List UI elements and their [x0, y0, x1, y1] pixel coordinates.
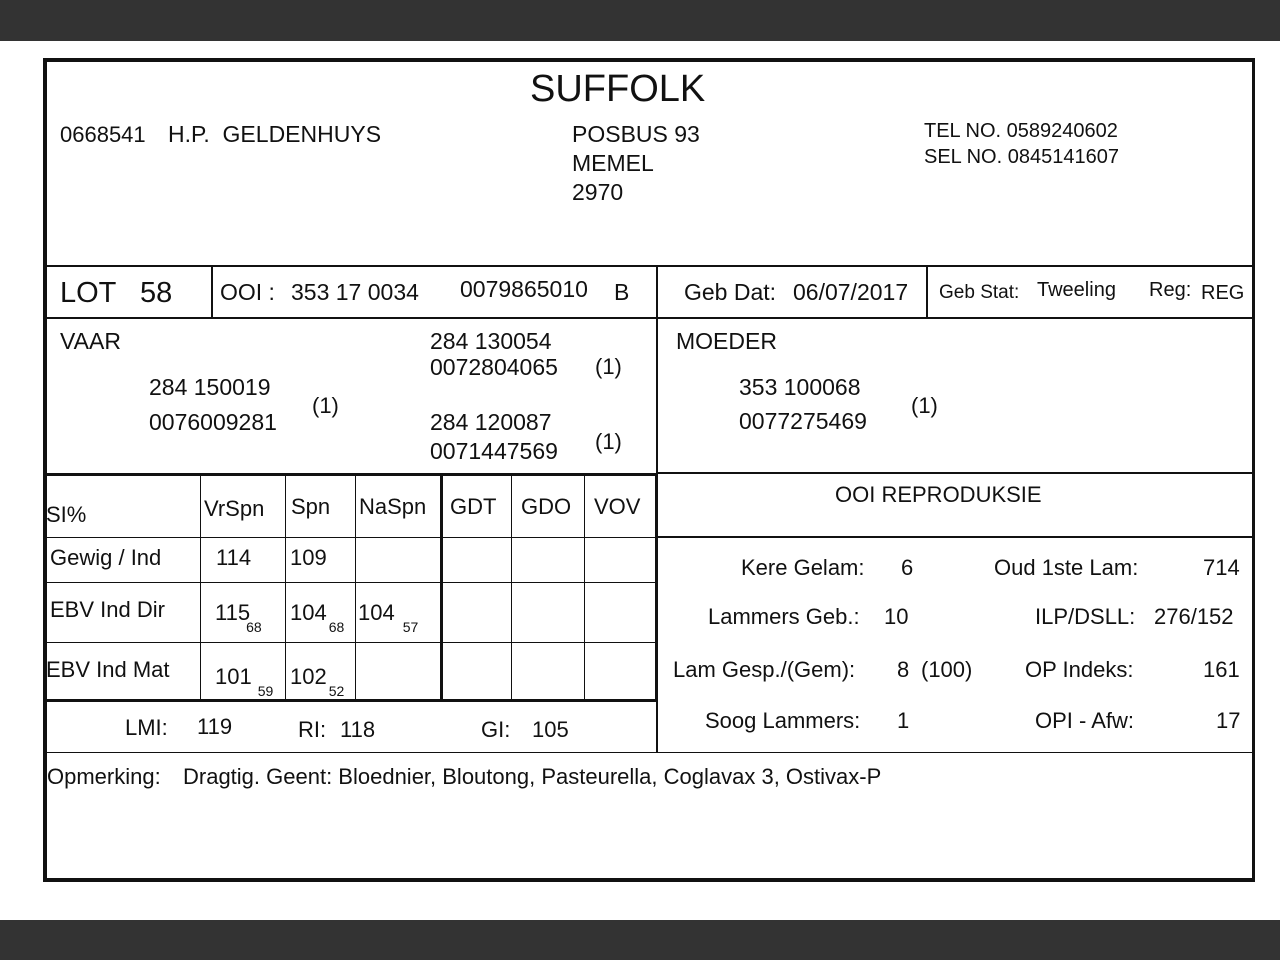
sire-line-1: 284 150019	[149, 374, 271, 400]
opi-value: 17	[1216, 708, 1241, 733]
ebv-dir-spn-sub: 68	[328, 619, 345, 635]
ilp-label: ILP/DSLL:	[1035, 604, 1136, 629]
lmi-label: LMI:	[125, 715, 168, 740]
dam-line-2: 0077275469	[739, 408, 867, 434]
ebv-mat-spn	[290, 664, 345, 699]
lam-gesp-avg: (100)	[921, 657, 973, 682]
op-indeks-label: OP Indeks:	[1025, 657, 1134, 682]
ebv-mat-spn-value: 102	[290, 664, 327, 689]
gewig-vrspn: 114	[216, 545, 252, 570]
reproduction-title: OOI REPRODUKSIE	[835, 482, 1042, 507]
table-col-2	[285, 475, 286, 700]
address-line-2: MEMEL	[572, 150, 654, 176]
sire-mark: (1)	[312, 393, 339, 418]
header-gdt: GDT	[450, 494, 497, 519]
table-border-right	[655, 473, 658, 701]
table-col-1	[200, 475, 201, 700]
remarks-label: Opmerking:	[47, 764, 161, 789]
birth-date-label: Geb Dat:	[684, 279, 777, 305]
table-border-bottom	[45, 699, 657, 702]
sire-dam-mark: (1)	[595, 429, 622, 454]
header-vrspn: VrSpn	[204, 496, 265, 521]
birth-status-label: Geb Stat:	[939, 282, 1020, 303]
lammers-geb-label: Lammers Geb.:	[708, 604, 860, 629]
soog-label: Soog Lammers:	[705, 708, 861, 733]
lam-gesp-value: 8	[897, 657, 910, 682]
header-naspn: NaSpn	[359, 494, 427, 519]
lmi-value: 119	[197, 714, 233, 739]
ebv-mat-spn-sub: 52	[328, 683, 345, 699]
ebv-dir-vrspn	[215, 600, 262, 635]
row-label-ebv-dir: EBV Ind Dir	[50, 597, 165, 622]
grade: B	[614, 279, 630, 305]
table-row-line-3	[45, 642, 657, 643]
table-row-line-2	[45, 582, 657, 583]
remarks-text: Dragtig. Geent: Bloednier, Bloutong, Pasteurella, Coglavax 3, Ostivax-P	[183, 764, 882, 789]
reg-value: REG	[1201, 282, 1245, 304]
lot-label: LOT	[60, 277, 117, 309]
divider-birth	[926, 265, 928, 319]
lam-gesp-label: Lam Gesp./(Gem):	[673, 657, 856, 682]
sire-sire-line-2: 0072804065	[430, 354, 558, 380]
breeder-id: 0668541	[60, 122, 146, 147]
ebv-mat-vrspn	[215, 664, 274, 699]
birth-date: 06/07/2017	[793, 279, 909, 305]
table-row-line-1	[45, 537, 657, 538]
oud-lam-value: 714	[1203, 555, 1240, 580]
gi-label: GI:	[481, 717, 511, 742]
ebv-mat-vrspn-sub: 59	[257, 683, 274, 699]
breeder-name: H.P. GELDENHUYS	[168, 121, 382, 147]
divider-remarks	[45, 752, 1254, 753]
dam-mark: (1)	[911, 393, 938, 418]
ebv-dir-spn	[290, 600, 345, 635]
address-line-3: 2970	[572, 179, 624, 205]
table-border-top	[45, 473, 657, 476]
kere-gelam-label: Kere Gelam:	[741, 555, 865, 580]
kere-gelam-value: 6	[901, 555, 914, 580]
divider-header	[45, 265, 1254, 267]
reg-label: Reg:	[1149, 279, 1192, 301]
ooi-label: OOI :	[220, 279, 275, 305]
lot-number: 58	[140, 277, 173, 309]
soog-value: 1	[897, 708, 910, 733]
divider-repro-title	[656, 536, 1254, 538]
op-indeks-value: 161	[1203, 657, 1240, 682]
oud-lam-label: Oud 1ste Lam:	[994, 555, 1139, 580]
address-line-1: POSBUS 93	[572, 121, 700, 147]
opi-label: OPI - Afw:	[1035, 708, 1135, 733]
gi-value: 105	[532, 717, 569, 742]
sire-sire-mark: (1)	[595, 354, 622, 379]
lammers-geb-value: 10	[884, 604, 909, 629]
gewig-spn: 109	[290, 545, 327, 570]
bottom-bar	[0, 920, 1280, 960]
table-col-3	[355, 475, 356, 700]
registration-number: 0079865010	[460, 276, 588, 302]
lot-card	[43, 58, 1255, 882]
header-vov: VOV	[594, 494, 641, 519]
ebv-dir-vrspn-sub: 68	[246, 619, 262, 635]
divider-pedigree-top	[45, 317, 1254, 319]
ebv-dir-naspn-sub: 57	[402, 619, 419, 635]
breed-title: SUFFOLK	[530, 68, 706, 110]
sire-label: VAAR	[60, 328, 121, 354]
ebv-dir-spn-value: 104	[290, 600, 327, 625]
table-divider-gdt	[440, 473, 443, 701]
ebv-dir-naspn-value: 104	[358, 600, 395, 625]
sire-line-2: 0076009281	[149, 409, 277, 435]
divider-repro-top	[656, 472, 1254, 474]
ooi-number: 353 17 0034	[291, 279, 419, 305]
ri-label: RI:	[298, 717, 327, 742]
sire-dam-line-2: 0071447569	[430, 438, 558, 464]
row-label-ebv-mat: EBV Ind Mat	[46, 657, 170, 682]
header-spn: Spn	[291, 494, 331, 519]
ri-value: 118	[340, 717, 376, 742]
dam-label: MOEDER	[676, 328, 777, 354]
row-label-gewig: Gewig / Ind	[50, 545, 162, 570]
sel-number: SEL NO. 0845141607	[924, 146, 1119, 168]
table-col-5	[511, 475, 512, 700]
header-gdo: GDO	[521, 494, 572, 519]
ebv-dir-vrspn-value: 115	[215, 600, 251, 625]
ebv-dir-naspn	[358, 600, 419, 635]
divider-lot	[211, 265, 213, 319]
header-si-percent: SI%	[46, 502, 87, 527]
sire-sire-line-1: 284 130054	[430, 328, 552, 354]
top-bar	[0, 0, 1280, 41]
ilp-value: 276/152	[1154, 604, 1234, 629]
dam-line-1: 353 100068	[739, 374, 861, 400]
ebv-mat-vrspn-value: 101	[215, 664, 252, 689]
tel-number: TEL NO. 0589240602	[924, 120, 1118, 142]
table-col-6	[584, 475, 585, 700]
birth-status: Tweeling	[1037, 279, 1116, 301]
sire-dam-line-1: 284 120087	[430, 409, 552, 435]
